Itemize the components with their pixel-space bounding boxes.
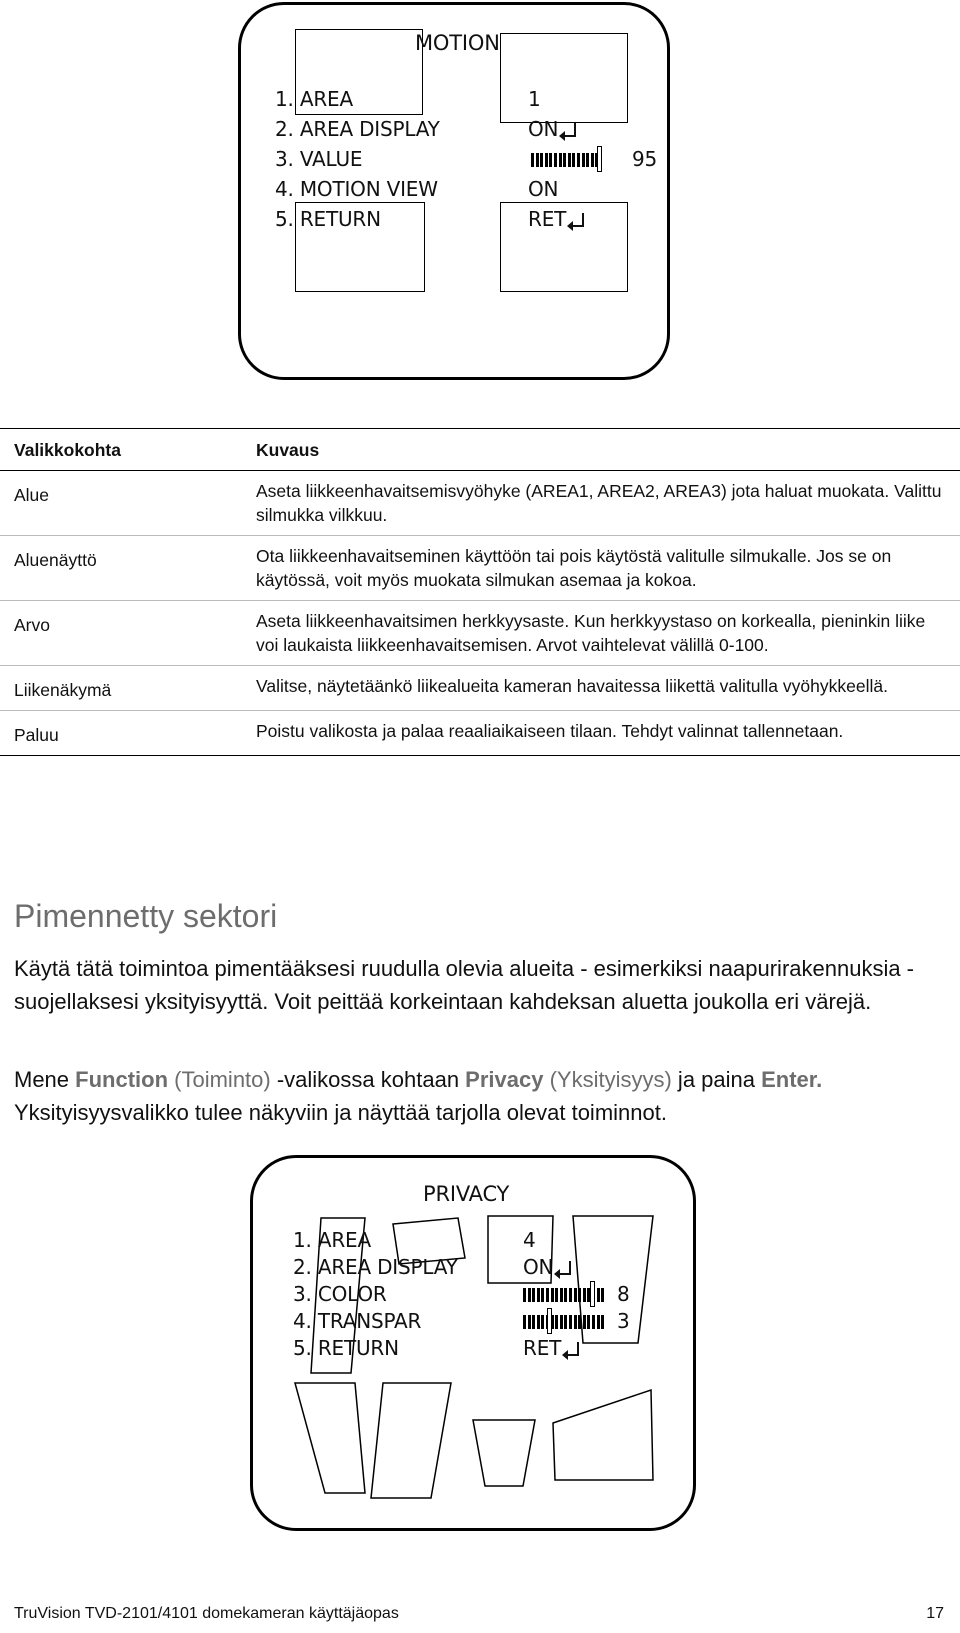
para-text: Mene <box>14 1067 76 1092</box>
scale-knob <box>590 1281 595 1307</box>
privacy-value-area-display: ON <box>523 1255 571 1279</box>
scale-tick <box>601 1315 604 1329</box>
privacy-transparency-scale <box>523 1314 609 1330</box>
motion-item-return: 5. RETURN <box>275 207 381 231</box>
scale-tick <box>541 1315 544 1329</box>
scale-tick <box>554 153 557 167</box>
scale-tick <box>591 153 594 167</box>
enter-icon <box>556 1261 571 1275</box>
scale-tick <box>574 1288 577 1302</box>
footer-document-title: TruVision TVD-2101/4101 domekameran käyttäjäopas <box>14 1605 399 1622</box>
motion-item-motion-view: 4. MOTION VIEW <box>275 177 438 201</box>
scale-tick <box>574 1315 577 1329</box>
scale-tick <box>568 153 571 167</box>
motion-item-area: 1. AREA <box>275 87 353 111</box>
scale-tick <box>597 1288 600 1302</box>
privacy-value-area: 4 <box>523 1228 536 1252</box>
table-row <box>0 536 960 601</box>
scale-tick <box>560 1288 563 1302</box>
scale-tick <box>532 1288 535 1302</box>
privacy-menu-screen <box>250 1155 696 1531</box>
enter-icon <box>564 1342 579 1356</box>
motion-menu-screen <box>238 2 670 380</box>
scale-tick <box>559 153 562 167</box>
table-cell-description: Valitse, näytetäänkö liikealueita kameran havaitessa liikettä valitulla vyöhykkeellä. <box>256 676 888 696</box>
table-header-item: Valikkokohta <box>14 440 121 460</box>
para-text: ja paina <box>671 1067 762 1092</box>
table-cell-description: Aseta liikkeenhavaitsimen herkkyysaste. Kun herkkyystaso on korkealla, pieninkin liike voi laukaista liikkeenhavaitsemisen. Arvot vaihtelevat välillä 0-100. <box>256 611 926 655</box>
scale-tick <box>577 153 580 167</box>
motion-value-area: 1 <box>528 87 541 111</box>
scale-tick <box>549 153 552 167</box>
privacy-mask-5 <box>295 1383 365 1493</box>
scale-tick <box>546 1288 549 1302</box>
scale-tick <box>541 1288 544 1302</box>
table-row <box>0 471 960 536</box>
scale-tick <box>560 1315 563 1329</box>
scale-tick <box>536 153 539 167</box>
motion-value-sensitivity: 95 <box>632 147 658 171</box>
privacy-menu-title: PRIVACY <box>423 1182 510 1206</box>
motion-value-return: RET <box>528 207 584 231</box>
scale-tick <box>528 1288 531 1302</box>
scale-tick <box>587 1315 590 1329</box>
privacy-mask-7 <box>473 1420 535 1486</box>
enter-icon <box>569 213 584 227</box>
para-text: -valikossa kohtaan <box>270 1067 466 1092</box>
enter-term: Enter. <box>761 1067 823 1092</box>
scale-tick <box>551 1288 554 1302</box>
motion-sensitivity-scale <box>531 152 603 168</box>
scale-tick <box>523 1315 526 1329</box>
table-cell-item: Liikenäkymä <box>14 680 112 700</box>
scale-tick <box>582 153 585 167</box>
privacy-value-color: 8 <box>617 1282 630 1306</box>
scale-tick <box>601 1288 604 1302</box>
para-text: Yksityisyysvalikko tulee näkyviin ja näyttää tarjolla olevat toiminnot. <box>14 1099 667 1125</box>
scale-tick <box>569 1315 572 1329</box>
scale-knob <box>547 1308 552 1334</box>
scale-tick <box>578 1315 581 1329</box>
footer-page-number: 17 <box>926 1605 944 1622</box>
motion-item-area-display: 2. AREA DISPLAY <box>275 117 440 141</box>
privacy-item-area: 1. AREA <box>293 1228 371 1252</box>
scale-tick <box>545 153 548 167</box>
table-cell-description: Aseta liikkeenhavaitsemisvyöhyke (AREA1, AREA2, AREA3) jota haluat muokata. Valittu silmukka vilkkuu. <box>256 481 942 525</box>
table-cell-item: Alue <box>14 485 50 505</box>
function-term: Function <box>75 1067 169 1092</box>
scale-tick <box>583 1288 586 1302</box>
privacy-translation: (Yksityisyys) <box>549 1067 672 1092</box>
scale-tick <box>586 153 589 167</box>
privacy-mask-6 <box>371 1383 451 1498</box>
motion-item-value: 3. VALUE <box>275 147 363 171</box>
privacy-item-area-display: 2. AREA DISPLAY <box>293 1255 458 1279</box>
privacy-item-return: 5. RETURN <box>293 1336 399 1360</box>
privacy-item-color: 3. COLOR <box>293 1282 387 1306</box>
scale-tick <box>572 153 575 167</box>
scale-tick <box>564 1288 567 1302</box>
scale-tick <box>523 1288 526 1302</box>
scale-tick <box>537 1315 540 1329</box>
motion-zone-top-right <box>500 33 628 123</box>
table-cell-item: Arvo <box>14 615 50 635</box>
scale-tick <box>592 1315 595 1329</box>
scale-tick <box>532 1315 535 1329</box>
scale-tick <box>563 153 566 167</box>
scale-tick <box>531 153 534 167</box>
scale-tick <box>583 1315 586 1329</box>
table-cell-item: Paluu <box>14 725 59 745</box>
motion-menu-title: MOTION <box>415 31 500 55</box>
table-header-description: Kuvaus <box>256 440 320 460</box>
table-row <box>0 601 960 666</box>
menu-description-table <box>0 428 960 756</box>
scale-tick <box>537 1288 540 1302</box>
enter-icon <box>561 123 576 137</box>
privacy-term: Privacy <box>465 1067 544 1092</box>
function-translation: (Toiminto) <box>174 1067 271 1092</box>
scale-tick <box>569 1288 572 1302</box>
section-paragraph-2 <box>14 1064 944 1129</box>
privacy-mask-8 <box>553 1390 653 1480</box>
privacy-item-transparency: 4. TRANSPAR <box>293 1309 422 1333</box>
scale-knob <box>597 146 602 172</box>
scale-tick <box>578 1288 581 1302</box>
table-cell-item: Aluenäyttö <box>14 550 97 570</box>
motion-value-motion-view: ON <box>528 177 559 201</box>
scale-tick <box>564 1315 567 1329</box>
scale-tick <box>555 1315 558 1329</box>
motion-value-area-display: ON <box>528 117 576 141</box>
privacy-value-transparency: 3 <box>617 1309 630 1333</box>
scale-tick <box>555 1288 558 1302</box>
section-paragraph-1: Käytä tätä toimintoa pimentääksesi ruudulla olevia alueita - esimerkiksi naapurirakennuksia - suojellaksesi yksityisyyttä. Voit peittää korkeintaan kahdeksan aluetta joukolla eri värejä. <box>14 956 915 1014</box>
table-header-row <box>0 429 960 471</box>
table-row <box>0 711 960 756</box>
table-cell-description: Poistu valikosta ja palaa reaaliaikaiseen tilaan. Tehdyt valinnat tallennetaan. <box>256 721 844 741</box>
scale-tick <box>597 1315 600 1329</box>
scale-tick <box>528 1315 531 1329</box>
privacy-color-scale <box>523 1287 609 1303</box>
section-heading: Pimennetty sektori <box>14 898 278 934</box>
table-cell-description: Ota liikkeenhavaitseminen käyttöön tai pois käytöstä valitulle silmukalle. Jos se on käytössä, voit myös muokata silmukan asemaa ja kokoa. <box>256 546 892 590</box>
table-row <box>0 666 960 711</box>
privacy-value-return: RET <box>523 1336 579 1360</box>
scale-tick <box>540 153 543 167</box>
